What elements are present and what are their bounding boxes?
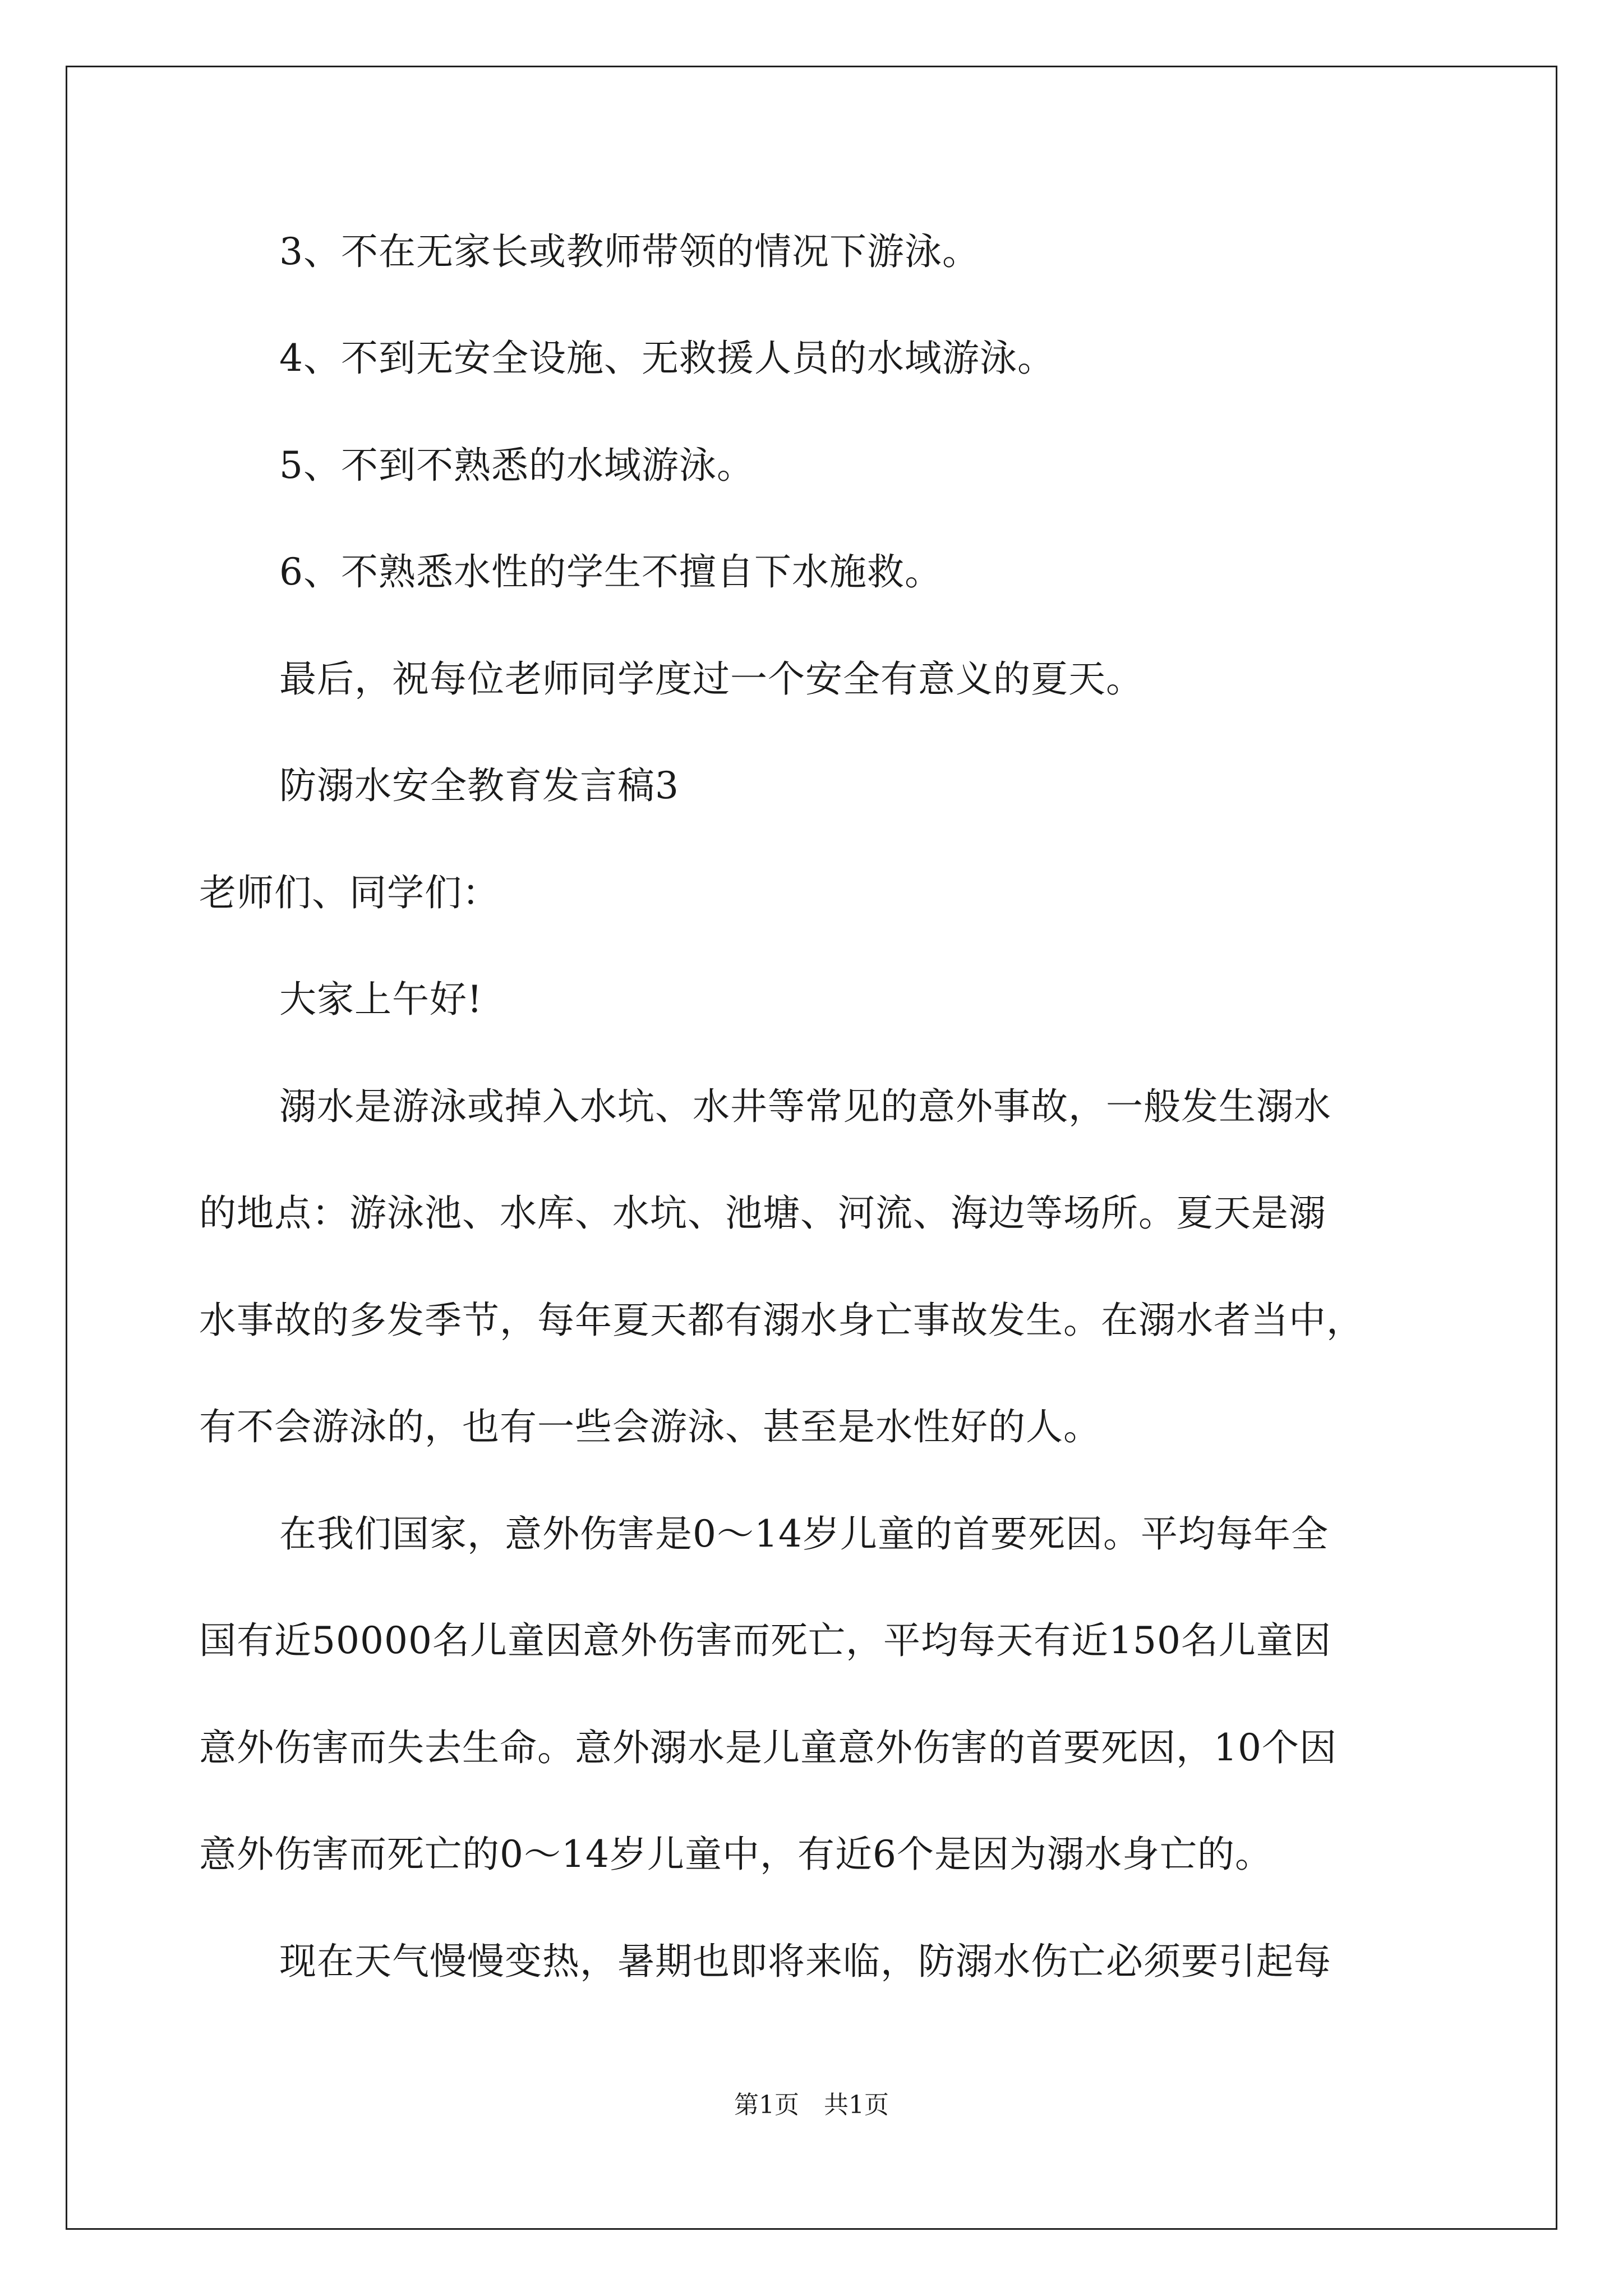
text-line-rule-6: 6、不熟悉水性的学生不擅自下水施救。	[279, 550, 942, 593]
text-line-rule-4: 4、不到无安全设施、无救援人员的水域游泳。	[279, 337, 1055, 380]
section-heading: 防溺水安全教育发言稿3	[279, 764, 679, 807]
paragraph-line: 水事故的多发季节，每年夏天都有溺水身亡事故发生。在溺水者当中，	[199, 1299, 1364, 1342]
paragraph-line: 国有近50000名儿童因意外伤害而死亡，平均每天有近150名儿童因	[199, 1619, 1331, 1662]
page-border	[66, 66, 1557, 2230]
paragraph-line: 现在天气慢慢变热，暑期也即将来临，防溺水伤亡必须要引起每	[279, 1940, 1331, 1983]
page-footer: 第1页 共1页	[734, 2091, 889, 2119]
salutation: 老师们、同学们：	[199, 871, 500, 914]
greeting: 大家上午好!	[279, 978, 483, 1021]
paragraph-line: 意外伤害而死亡的0～14岁儿童中，有近6个是因为溺水身亡的。	[199, 1833, 1272, 1876]
text-line-closing: 最后，祝每位老师同学度过一个安全有意义的夏天。	[279, 657, 1144, 701]
text-line-rule-5: 5、不到不熟悉的水域游泳。	[279, 444, 754, 487]
paragraph-line: 在我们国家，意外伤害是0～14岁儿童的首要死因。平均每年全	[279, 1512, 1329, 1556]
paragraph-line: 有不会游泳的，也有一些会游泳、甚至是水性好的人。	[199, 1405, 1101, 1448]
paragraph-line: 意外伤害而失去生命。意外溺水是儿童意外伤害的首要死因，10个因	[199, 1726, 1337, 1769]
paragraph-line: 的地点：游泳池、水库、水坑、池塘、河流、海边等场所。夏天是溺	[199, 1191, 1326, 1235]
paragraph-line: 溺水是游泳或掉入水坑、水井等常见的意外事故，一般发生溺水	[279, 1085, 1331, 1128]
text-line-rule-3: 3、不在无家长或教师带领的情况下游泳。	[279, 230, 980, 273]
